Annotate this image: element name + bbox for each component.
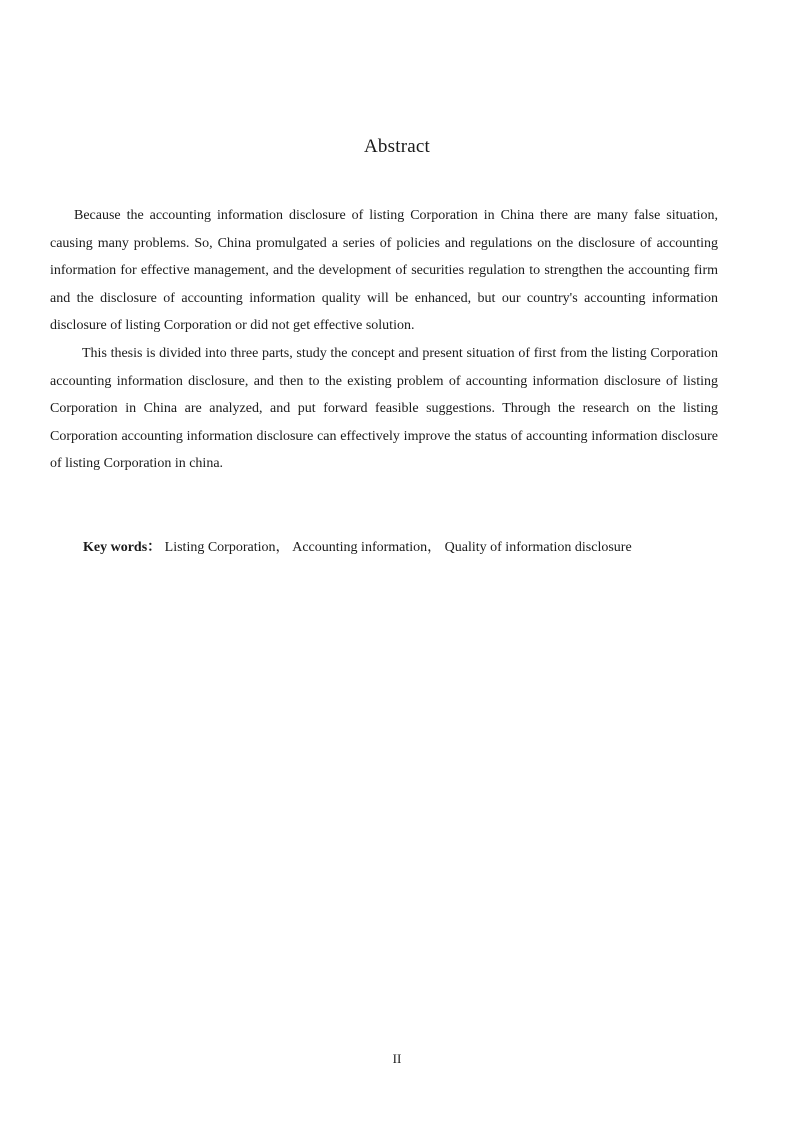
abstract-title: Abstract [364, 136, 430, 157]
keywords-line [83, 536, 723, 560]
keyword-item: Quality of information disclosure [444, 540, 632, 555]
abstract-paragraph-1: Because the accounting information disclosure of listing Corporation in China there are many false situation, causing many problems. So, China promulgated a series of policies and regulations on the disclosure of accounting information for effective management, and the development of securities regulation to strengthen the accounting firm and the disclosure of accounting information quality will be enhanced, but our country's accounting information disclosure of listing Corporation or did not get effective solution. [50, 208, 718, 334]
abstract-paragraph-2: This thesis is divided into three parts, study the concept and present situation of first from the listing Corporation accounting information disclosure, and then to the existing problem of accounting information disclosure of listing Corporation in China are analyzed, and put forward feasible suggestions. Through the research on the listing Corporation accounting information disclosure can effectively improve the status of accounting information disclosure of listing Corporation in china. [50, 345, 718, 472]
keyword-item: Accounting information [292, 540, 428, 555]
keyword-separator: ， [275, 540, 290, 555]
abstract-body [50, 202, 718, 478]
page-number: II [392, 1051, 402, 1066]
keywords-label: Key words： [83, 540, 162, 555]
keyword-item: Listing Corporation [164, 540, 276, 555]
keyword-separator: ， [427, 540, 442, 555]
